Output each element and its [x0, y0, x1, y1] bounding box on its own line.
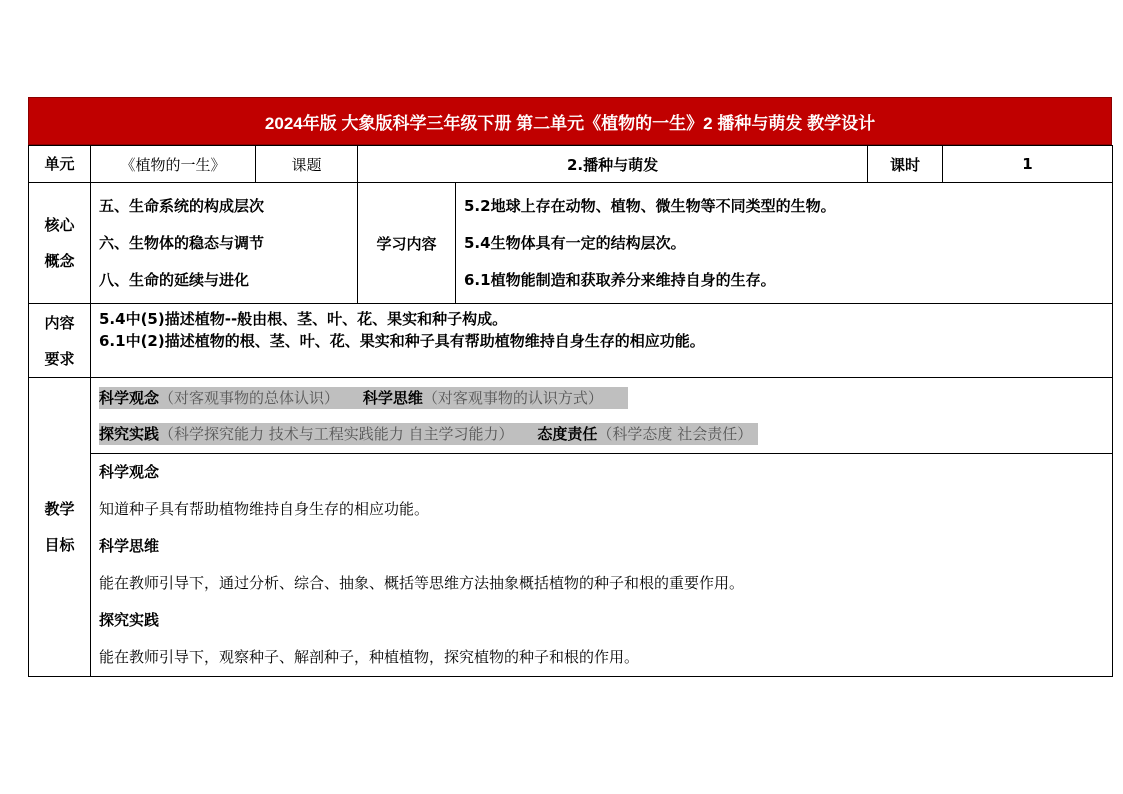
goal-label-line-1: 教学	[44, 500, 75, 518]
highlight-note: （对客观事物的总体认识）	[159, 388, 340, 407]
core-concept-label	[29, 183, 91, 304]
study-item: 6.1植物能制造和获取养分来维持自身的生存。	[464, 270, 776, 289]
highlight-band-1	[99, 387, 628, 409]
goal-section-text: 能在教师引导下，观察种子、解剖种子，种植植物，探究植物的种子和根的作用。	[99, 648, 640, 666]
goal-section-text: 能在教师引导下，通过分析、综合、抽象、概括等思维方法抽象概括植物的种子和根的重要作用。	[99, 574, 745, 592]
highlight-band-2	[99, 423, 758, 445]
goal-section-heading: 科学观念	[99, 463, 160, 481]
unit-value: 《植物的一生》	[91, 146, 256, 183]
requirement-label-line-1: 内容	[44, 313, 75, 332]
concept-item: 五、生命系统的构成层次	[99, 196, 265, 215]
core-concept-row	[29, 183, 1113, 304]
core-concepts-cell	[91, 183, 358, 304]
content-requirement-cell	[91, 304, 1113, 378]
highlight-note: （科学探究能力 技术与工程实践能力 自主学习能力）	[159, 424, 514, 443]
goal-section-text: 知道种子具有帮助植物维持自身生存的相应功能。	[99, 500, 430, 518]
goal-highlight-row	[29, 378, 1113, 454]
unit-label: 单元	[29, 146, 91, 183]
highlight-term: 态度责任	[537, 424, 598, 443]
hours-value: 1	[943, 146, 1113, 183]
study-content-cell	[456, 183, 1113, 304]
unit-row	[29, 146, 1113, 183]
concept-item: 六、生物体的稳态与调节	[99, 233, 265, 252]
study-item: 5.2地球上存在动物、植物、微生物等不同类型的生物。	[464, 196, 836, 215]
document-title: 2024年版 大象版科学三年级下册 第二单元《植物的一生》2 播种与萌发 教学设计	[28, 97, 1112, 145]
requirement-item: 5.4中(5)描述植物--般由根、茎、叶、花、果实和种子构成。	[99, 310, 508, 328]
core-label-line-2: 概念	[44, 252, 75, 270]
highlight-term: 探究实践	[99, 424, 160, 443]
requirement-label-line-2: 要求	[44, 349, 75, 368]
topic-value: 2.播种与萌发	[358, 146, 868, 183]
highlight-term: 科学观念	[99, 388, 160, 407]
lesson-plan-table	[28, 145, 1113, 677]
lesson-plan-document	[28, 97, 1112, 677]
content-requirement-label	[29, 304, 91, 378]
highlight-note: （科学态度 社会责任）	[597, 424, 753, 443]
hours-label: 课时	[868, 146, 943, 183]
topic-label: 课题	[256, 146, 358, 183]
study-item: 5.4生物体具有一定的结构层次。	[464, 233, 686, 252]
requirement-item: 6.1中(2)描述植物的根、茎、叶、花、果实和种子具有帮助植物维持自身生存的相应功能。	[99, 332, 705, 350]
goal-section-heading: 科学思维	[99, 537, 160, 555]
study-content-label: 学习内容	[358, 183, 456, 304]
content-requirement-row	[29, 304, 1113, 378]
highlight-term: 科学思维	[362, 388, 423, 407]
core-label-line-1: 核心	[44, 216, 75, 234]
concept-item: 八、生命的延续与进化	[99, 270, 250, 289]
highlight-note: （对客观事物的认识方式）	[422, 388, 603, 407]
goal-highlight-cell	[91, 378, 1113, 454]
goal-detail-row	[29, 454, 1113, 677]
goal-detail-cell	[91, 454, 1113, 677]
goal-label-line-2: 目标	[44, 536, 75, 554]
teaching-goal-label	[29, 378, 91, 677]
goal-section-heading: 探究实践	[99, 611, 160, 629]
